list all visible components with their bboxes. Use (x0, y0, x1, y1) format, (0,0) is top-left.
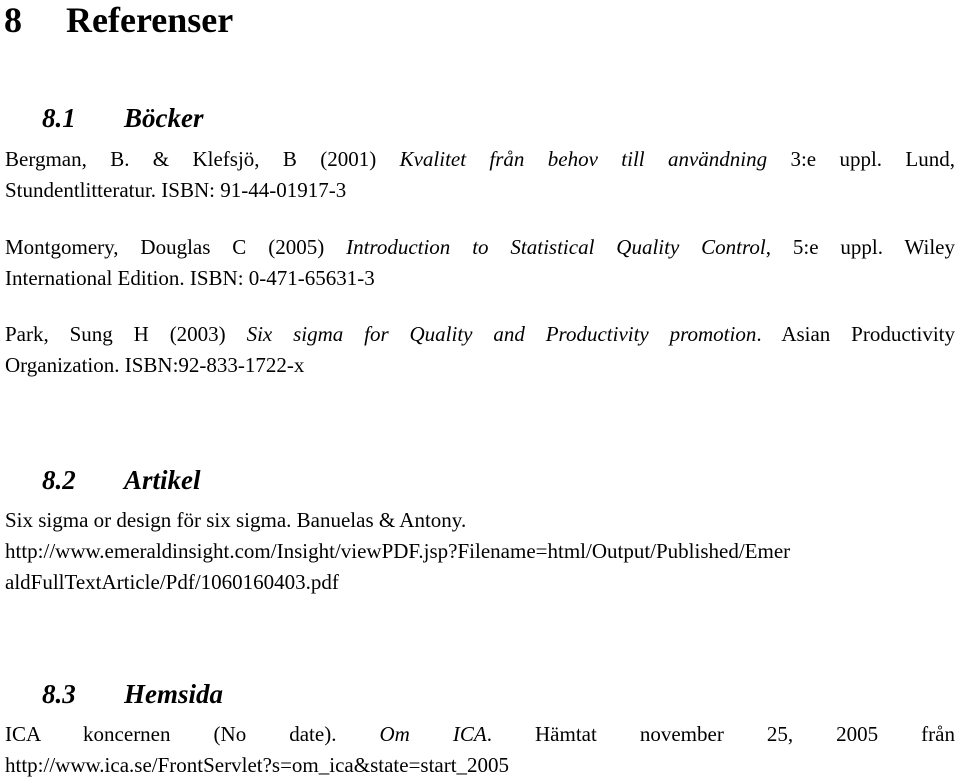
article-reference-1-line1: Six sigma or design för six sigma. Banuelas & Antony. (5, 508, 467, 532)
section-title: Referenser (66, 0, 234, 40)
reference-title: Introduction to Statistical Quality Control (346, 235, 766, 259)
reference-author: Bergman, B. & Klefsjö, B (2001) (5, 147, 400, 171)
book-reference-3-line1 (5, 319, 955, 350)
article-reference-1-url-line1: http://www.emeraldinsight.com/Insight/viewPDF.jsp?Filename=html/Output/Published/Emer (5, 539, 791, 563)
reference-author: Park, Sung H (2003) (5, 322, 247, 346)
reference-author: ICA koncernen (No date). (5, 722, 380, 746)
book-reference-2 (5, 232, 955, 294)
websites-title: Hemsida (124, 679, 223, 709)
book-reference-2-line1 (5, 232, 955, 263)
book-reference-3-line2: Organization. ISBN:92-833-1722-x (5, 353, 305, 377)
book-reference-2-line2: International Edition. ISBN: 0-471-65631-3 (5, 266, 375, 290)
articles-number: 8.2 (42, 465, 76, 495)
book-reference-1-line2: Stundentlitteratur. ISBN: 91-44-01917-3 (5, 178, 347, 202)
websites-number: 8.3 (42, 679, 76, 709)
reference-title: Six sigma for Quality and Productivity promotion (246, 322, 757, 346)
reference-title: Om ICA (379, 722, 487, 746)
books-title: Böcker (124, 103, 204, 133)
book-reference-1 (5, 144, 955, 206)
reference-title: Kvalitet från behov till användning (399, 147, 768, 171)
book-reference-3 (5, 319, 955, 381)
section-number: 8 (4, 0, 22, 40)
website-reference-1-line1 (5, 719, 955, 750)
website-reference-1 (5, 719, 955, 781)
website-reference-1-url: http://www.ica.se/FrontServlet?s=om_ica&state=start_2005 (5, 753, 510, 777)
section-heading (4, 0, 233, 40)
reference-author: Montgomery, Douglas C (2005) (5, 235, 347, 259)
reference-publisher: , 5:e uppl. Wiley (765, 235, 955, 259)
books-heading (42, 102, 203, 134)
books-number: 8.1 (42, 103, 76, 133)
reference-publisher: . Asian Productivity (756, 322, 956, 346)
websites-heading (42, 678, 223, 710)
reference-publisher: 3:e uppl. Lund, (767, 147, 955, 171)
articles-title: Artikel (124, 465, 201, 495)
article-reference-1 (5, 505, 955, 598)
articles-heading (42, 464, 201, 496)
book-reference-1-line1 (5, 144, 955, 175)
article-reference-1-url-line2: aldFullTextArticle/Pdf/1060160403.pdf (5, 570, 339, 594)
reference-retrieved: . Hämtat november 25, 2005 från (486, 722, 955, 746)
